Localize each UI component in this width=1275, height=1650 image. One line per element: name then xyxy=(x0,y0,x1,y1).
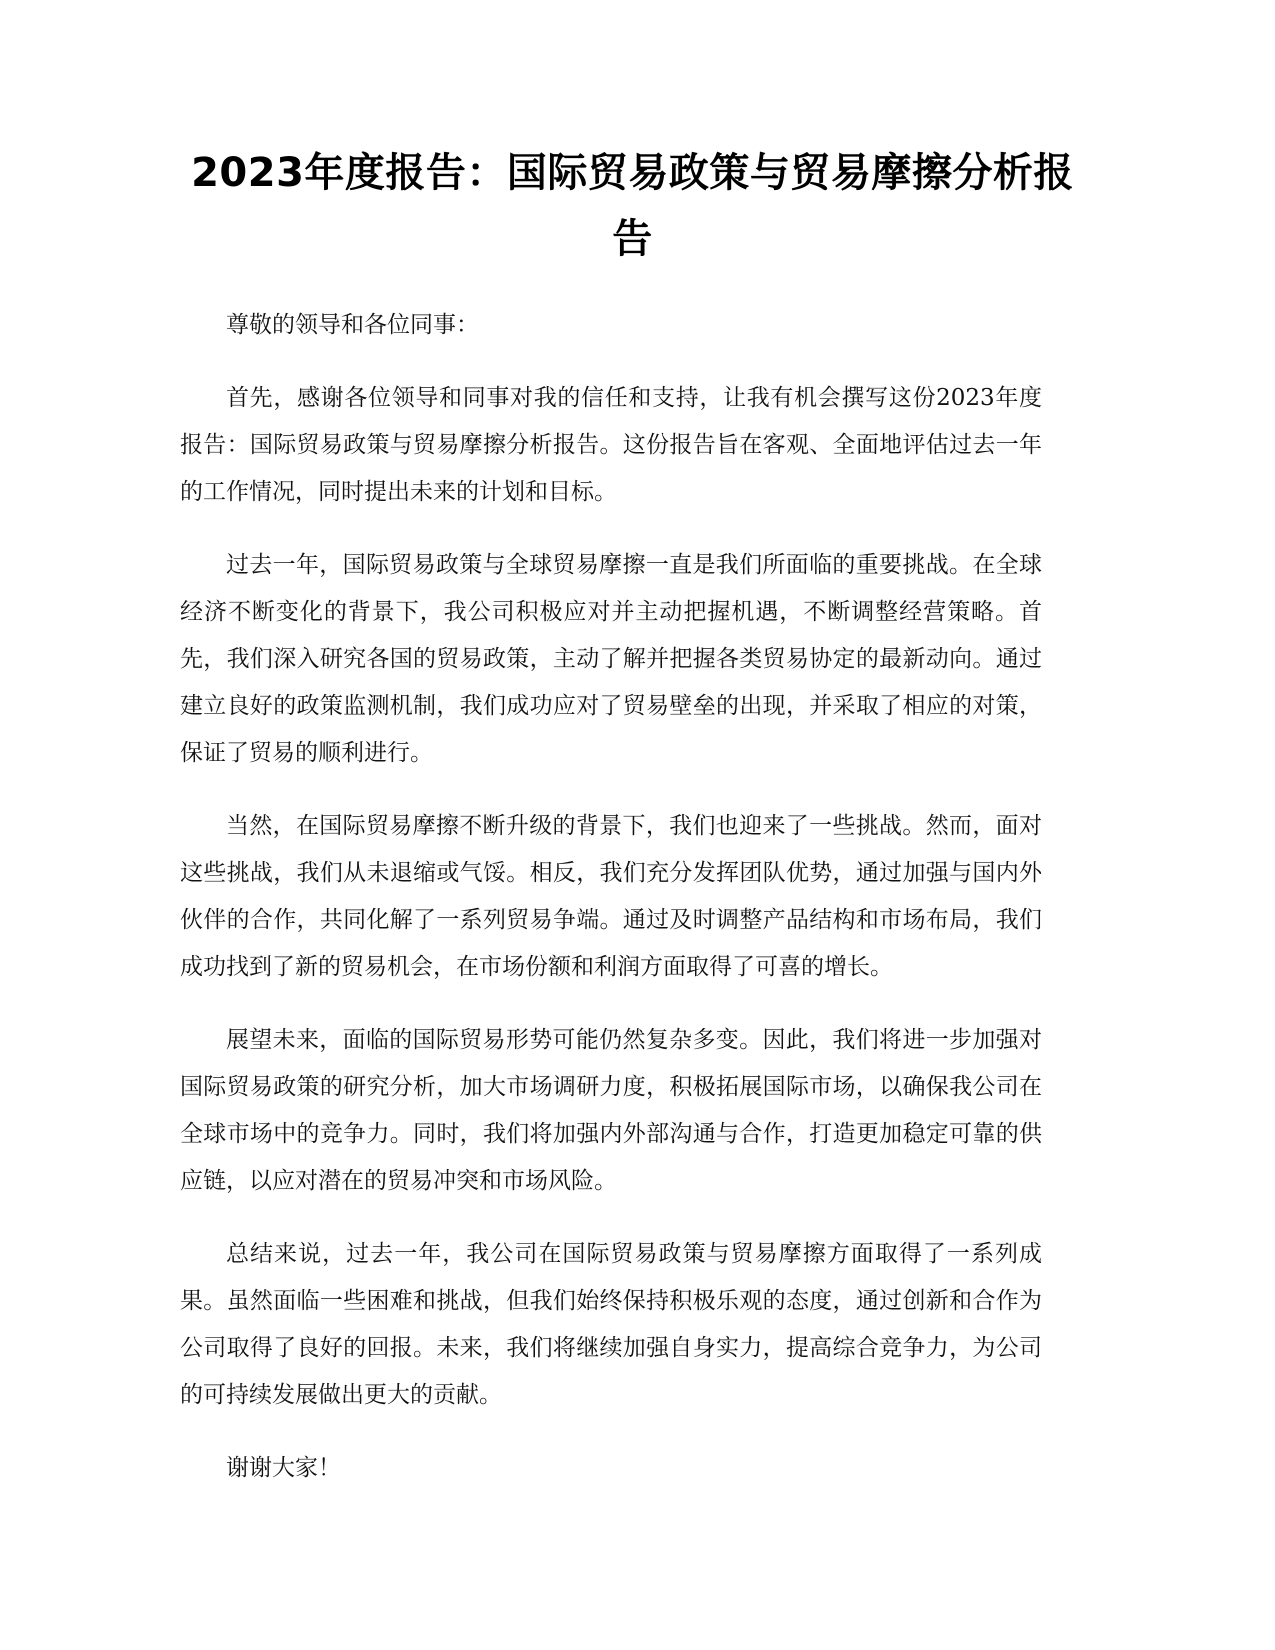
salutation-paragraph: 尊敬的领导和各位同事： xyxy=(226,312,479,338)
review-paragraph: 过去一年，国际贸易政策与全球贸易摩擦一直是我们所面临的重要挑战。在全球经济不断变化的背景下，我公司积极应对并主动把握机遇，不断调整经营策略。首先，我们深入研究各国的贸易政策，主动了解并把握各类贸易协定的最新动向。通过建立良好的政策监测机制，我们成功应对了贸易壁垒的出现，并采取了相应的对策，保证了贸易的顺利进行。 xyxy=(180,552,1042,766)
document-body xyxy=(180,302,1042,1518)
outlook-paragraph: 展望未来，面临的国际贸易形势可能仍然复杂多变。因此，我们将进一步加强对国际贸易政策的研究分析，加大市场调研力度，积极拓展国际市场，以确保我公司在全球市场中的竞争力。同时，我们将加强内外部沟通与合作，打造更加稳定可靠的供应链，以应对潜在的贸易冲突和市场风险。 xyxy=(180,1027,1042,1194)
challenges-paragraph: 当然，在国际贸易摩擦不断升级的背景下，我们也迎来了一些挑战。然而，面对这些挑战，我们从未退缩或气馁。相反，我们充分发挥团队优势，通过加强与国内外伙伴的合作，共同化解了一系列贸易争端。通过及时调整产品结构和市场布局，我们成功找到了新的贸易机会，在市场份额和利润方面取得了可喜的增长。 xyxy=(180,813,1042,980)
document-title: 2023年度报告：国际贸易政策与贸易摩擦分析报告 xyxy=(191,150,1074,262)
intro-paragraph: 首先，感谢各位领导和同事对我的信任和支持，让我有机会撰写这份2023年度报告：国际贸易政策与贸易摩擦分析报告。这份报告旨在客观、全面地评估过去一年的工作情况，同时提出未来的计划和目标。 xyxy=(180,385,1042,505)
summary-paragraph: 总结来说，过去一年，我公司在国际贸易政策与贸易摩擦方面取得了一系列成果。虽然面临一些困难和挑战，但我们始终保持积极乐观的态度，通过创新和合作为公司取得了良好的回报。未来，我们将继续加强自身实力，提高综合竞争力，为公司的可持续发展做出更大的贡献。 xyxy=(180,1241,1042,1408)
closing-paragraph: 谢谢大家！ xyxy=(226,1455,341,1481)
